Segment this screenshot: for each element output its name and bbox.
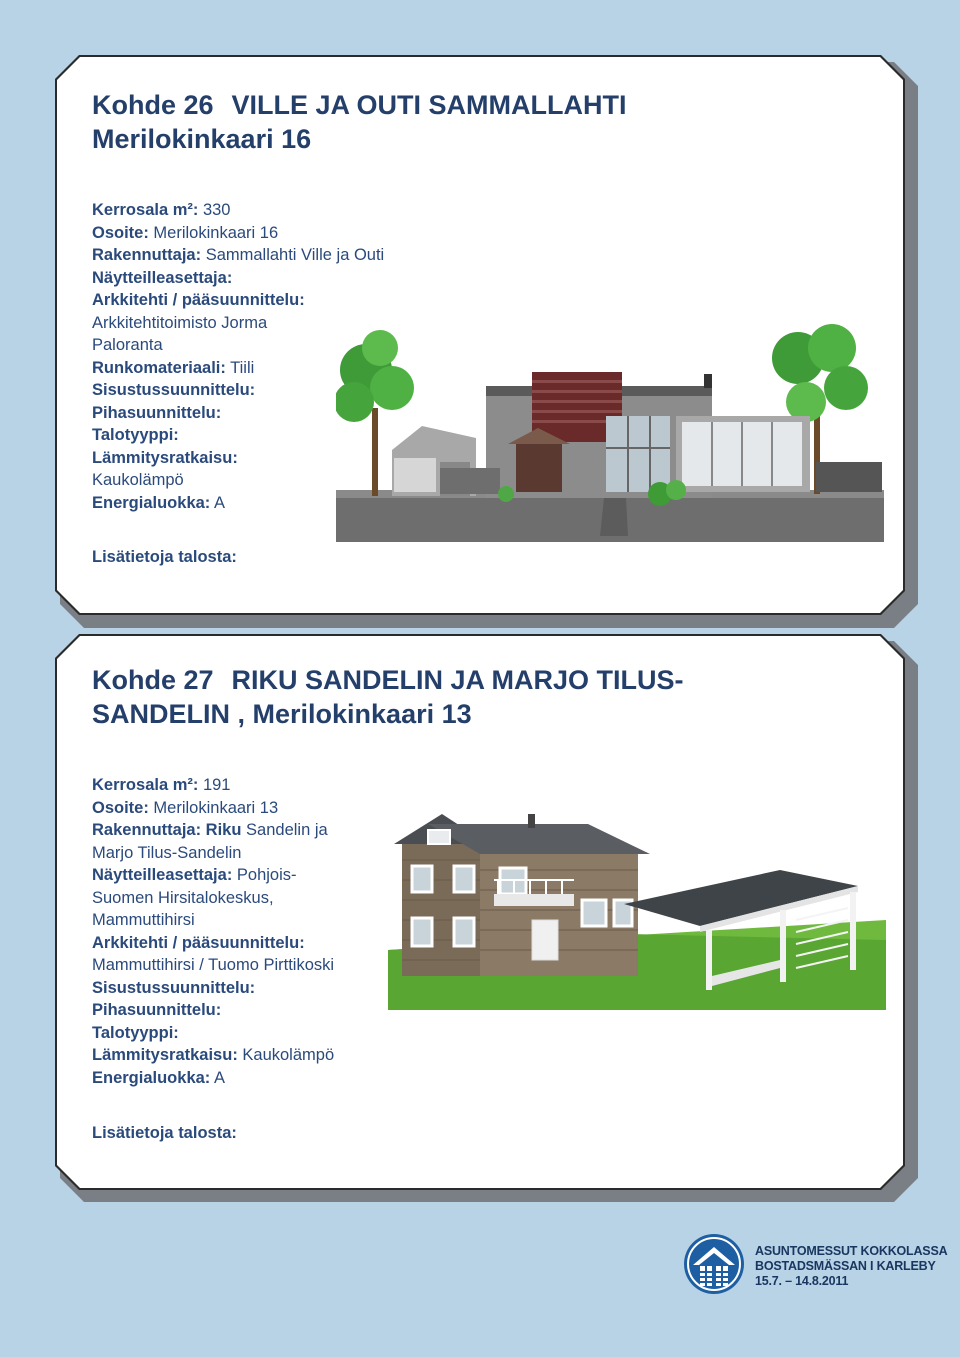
logo-line1: ASUNTOMESSUT KOKKOLASSA (755, 1244, 948, 1258)
info-value: Tiili (225, 358, 255, 377)
entry-title-line2: Merilokinkaari 16 (92, 124, 312, 154)
info-label: Energialuokka: (92, 1068, 211, 1087)
info-value: Mammuttihirsi (92, 911, 195, 929)
entry-info-list (92, 774, 334, 1089)
info-row (92, 977, 334, 1000)
info-value: Sammallahti Ville ja Outi (201, 246, 385, 264)
info-row (92, 1044, 334, 1067)
info-value: Pohjois- (232, 866, 297, 884)
more-info-label: Lisätietoja talosta: (92, 548, 237, 566)
info-label: Sisustussuunnittelu: (92, 978, 256, 997)
info-row (92, 199, 384, 222)
info-label: Kerrosala m²: (92, 776, 199, 794)
more-info-label: Lisätietoja talosta: (92, 1124, 237, 1142)
info-row (92, 864, 334, 887)
info-value: 191 (198, 776, 231, 794)
info-value: Sandelin ja (241, 821, 328, 839)
info-value: Arkkitehtitoimisto Jorma (92, 313, 268, 332)
info-label: Runkomateriaali: (92, 358, 226, 377)
info-row (92, 1022, 334, 1045)
info-label: Kerrosala m²: (92, 201, 199, 219)
info-value: Marjo Tilus-Sandelin (92, 843, 242, 862)
logo-line2: BOSTADSMÄSSAN I KARLEBY (755, 1259, 936, 1273)
info-label: Näytteilleasettaja: (92, 866, 233, 884)
entry-title-line1: RIKU SANDELIN JA MARJO TILUS- (231, 665, 684, 695)
info-row (92, 909, 334, 932)
info-row (92, 999, 334, 1022)
info-row (92, 289, 384, 312)
info-value: Suomen Hirsitalokeskus, (92, 888, 274, 907)
info-row (92, 1067, 334, 1090)
info-value: Kaukolämpö (92, 471, 184, 489)
info-label: Pihasuunnittelu: (92, 1001, 222, 1019)
info-row (92, 222, 384, 245)
info-label: Sisustussuunnittelu: (92, 381, 256, 399)
info-value: Merilokinkaari 16 (148, 223, 279, 242)
info-value: Merilokinkaari 13 (148, 798, 279, 817)
info-value: 330 (198, 201, 231, 219)
info-label: Näytteilleasettaja: (92, 268, 233, 287)
info-row (92, 797, 334, 820)
info-label: Arkkitehti / pääsuunnittelu: (92, 291, 305, 309)
house-illustration-1 (336, 318, 884, 542)
info-row (92, 932, 334, 955)
info-label: Arkkitehti / pääsuunnittelu: (92, 933, 305, 952)
entry-title-line1: VILLE JA OUTI SAMMALLAHTI (231, 90, 627, 120)
entry-heading (92, 88, 627, 156)
logo-line3: 15.7. – 14.8.2011 (755, 1274, 849, 1288)
info-label: Rakennuttaja: (92, 246, 202, 264)
info-label: Lämmitysratkaisu: (92, 448, 238, 467)
info-label: Energialuokka: (92, 493, 211, 512)
info-label: Rakennuttaja: Riku (92, 821, 242, 839)
info-row (92, 774, 334, 797)
logo-text (755, 1244, 947, 1289)
info-value: Mammuttihirsi / Tuomo Pirttikoski (92, 956, 335, 974)
entry-number: Kohde 26 (92, 90, 214, 120)
house-illustration-2 (388, 800, 886, 1010)
info-row (92, 842, 334, 865)
info-row (92, 819, 334, 842)
info-label: Pihasuunnittelu: (92, 403, 222, 422)
info-value: Paloranta (92, 336, 163, 354)
info-label: Osoite: (92, 223, 149, 242)
house-in-circle-icon (683, 1233, 745, 1295)
info-label: Talotyyppi: (92, 1023, 179, 1042)
info-value: A (210, 493, 225, 512)
info-label: Osoite: (92, 798, 149, 817)
entry-heading (92, 663, 684, 731)
info-value: A (210, 1068, 225, 1087)
info-row (92, 244, 384, 267)
entry-number: Kohde 27 (92, 665, 214, 695)
info-label: Talotyyppi: (92, 426, 179, 444)
info-row (92, 267, 384, 290)
entry-title-line2: SANDELIN , Merilokinkaari 13 (92, 699, 472, 729)
info-value: Kaukolämpö (237, 1046, 335, 1064)
info-row (92, 954, 334, 977)
info-row (92, 887, 334, 910)
info-label: Lämmitysratkaisu: (92, 1046, 238, 1064)
